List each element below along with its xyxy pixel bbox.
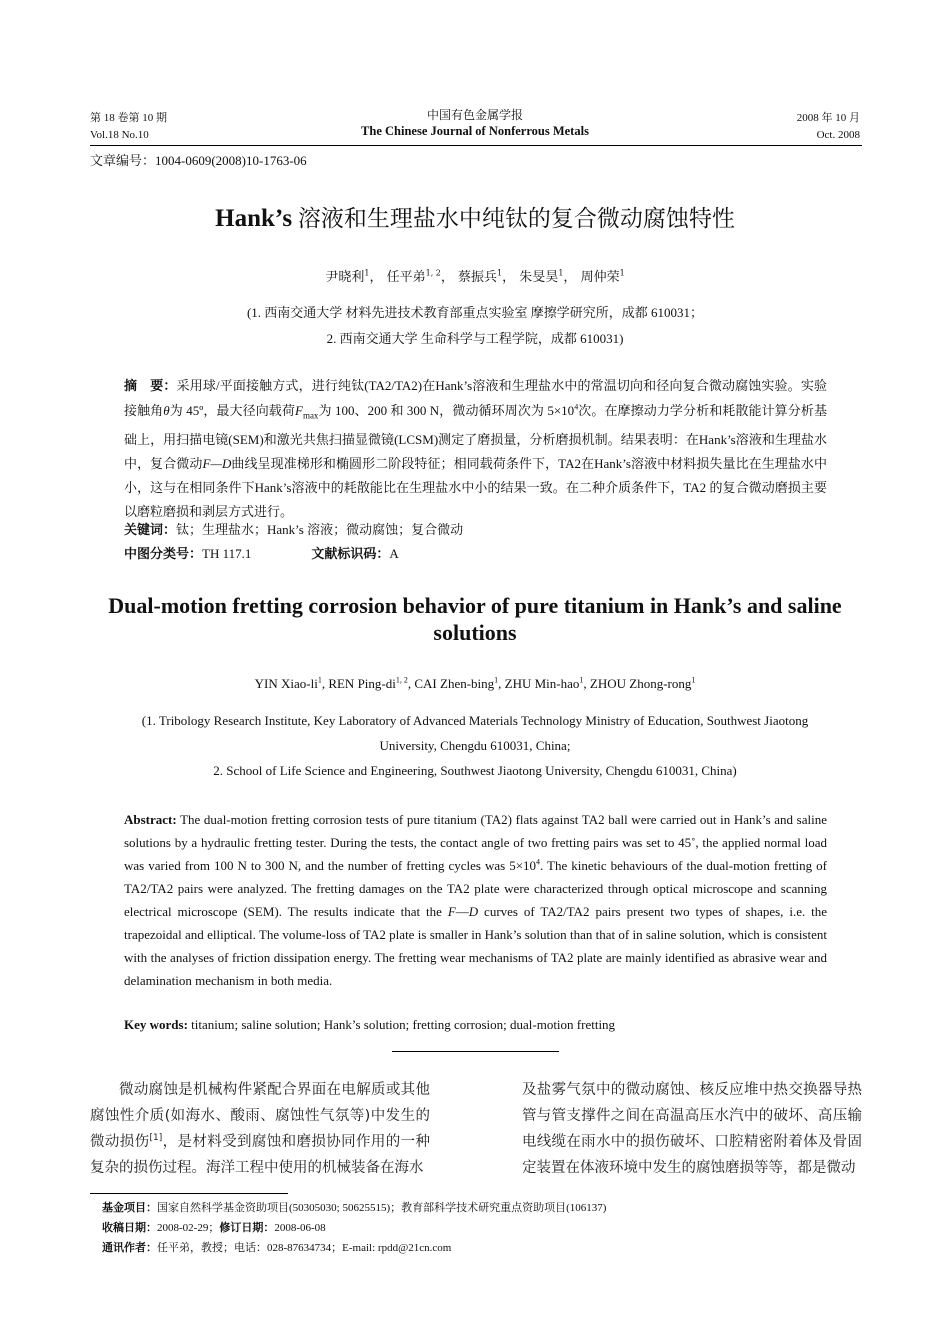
affiliations-en [120, 708, 830, 783]
affiliation-en-2: 2. School of Life Science and Engineering, Southwest Jiaotong University, Chengdu 610031, China) [213, 763, 737, 778]
date-en: Oct. 2008 [816, 129, 860, 141]
doc-code-label: 文献标识码： [311, 547, 390, 562]
authors-en [0, 676, 950, 692]
author-cn: 尹晓利$^1$， [325, 268, 383, 285]
title-cn-han: 溶液和生理盐水中纯钛的复合微动腐蚀特性 [297, 206, 735, 232]
author-cn: 周仲荣$^1$ [580, 268, 625, 285]
body-column-left: 微动腐蚀是机械构件紧配合界面在电解质或其他腐蚀性介质(如海水、酸雨、腐蚀性气氛等)中发生的微动损伤[1]，是材料受到腐蚀和磨损协同作用的一种复杂的损伤过程。海洋工程中使用的机械装备在海水 [90, 1082, 430, 1176]
author-en: YIN Xiao-$li^1$, [254, 675, 329, 691]
keywords-cn [124, 520, 827, 541]
author-cn: 蔡振兵$^1$， [458, 268, 516, 285]
journal-name-en: The Chinese Journal of Nonferrous Metals [361, 124, 589, 138]
author-cn: 任平弟$^{1, 2}$， [386, 268, 454, 285]
clc-label: 中图分类号： [124, 547, 203, 562]
author-cn: 朱旻昊$^1$， [519, 268, 577, 285]
title-en: Dual-motion fretting corrosion behavior of pure titanium in Hank’s and saline solutions [108, 593, 842, 645]
keywords-cn-label: 关键词： [124, 523, 177, 538]
affiliation-cn-2: 2. 西南交通大学 生命科学与工程学院，成都 610031) [326, 331, 624, 346]
author-en: CAI Zhen-bing$^1$, [414, 675, 505, 691]
footnote-rule [90, 1193, 288, 1194]
abstract-en: Abstract: The dual-motion fretting corrosion tests of pure titanium (TA2) flats against TA2 ball were carried out in Hank’s and saline solutions by a hydraulic fretting tester. During the tests, the contact angle of two fretting pairs was set to 45˚, the applied normal load was varied from 100 N to 300 N, and the number of fretting cycles was $5\times 10^4$. The kinetic behaviours of the dual-motion fretting of TA2/TA2 pairs were analyzed. The fretting damages on the TA2 plate were characterized through optical microscope and scanning electrical microscope (SEM). The results indicate that the F—D curves of TA2/TA2 pairs present two types of shapes, i.e. the trapezoidal and elliptical. The volume-loss of TA2 plate is smaller in Hank’s solution than that of in saline solution, which is consistent with the analyses of friction dissipation energy. The fretting wear mechanisms of TA2 plate are mainly identified as abrasive wear and delamination mechanism in both media. [124, 812, 827, 988]
keywords-cn-value: 钛；生理盐水；Hank’s 溶液；微动腐蚀；复合微动 [176, 522, 464, 537]
abstract-cn: 摘 要：采用球/平面接触方式，进行纯钛(TA2/TA2)在Hank’s溶液和生理盐水中的常温切向和径向复合微动腐蚀实验。实验接触角θ为 45º，最大径向载荷$F_{max}$为 100、200 和 300 N，微动循环周次为 $5\times 10^4$次。在摩擦动力学分析和耗散能计算分析基础上，用扫描电镜(SEM)和激光共焦扫描显微镜(LCSM)测定了磨损量，分析磨损机制。结果表明：在Hank’s溶液和生理盐水中，复合微动F—D曲线呈现准梯形和椭圆形二阶段特征；相同载荷条件下，TA2在Hank’s溶液中材料损失量比在生理盐水中小，这与在相同条件下Hank’s溶液中的耗散能比在生理盐水中小的结果一致。在二种介质条件下，TA2 的复合微动磨损主要以磨粒磨损和剥层方式进行。 [124, 378, 827, 519]
header-rule [90, 145, 862, 146]
body-column-right: 及盐雾气氛中的微动腐蚀、核反应堆中热交换器导热管与管支撑件之间在高温高压水汽中的破坏、高压输电线缆在雨水中的损伤破坏、口腔精密附着体及骨固定装置在体液环境中发生的腐蚀磨损等等，都是微动 [522, 1082, 862, 1176]
date-cn: 2008 年 10 月 [796, 112, 860, 124]
footnotes [102, 1198, 606, 1258]
journal-name-cn: 中国有色金属学报 [426, 108, 523, 122]
classification [124, 544, 827, 565]
corresponding-author-note: 通讯作者：任平弟，教授；电话：028-87634734；E-mail: rpdd@21cn.com [102, 1241, 452, 1254]
clc-value: TH 117.1 [202, 546, 252, 561]
abstract-en-label: Abstract: [124, 812, 177, 827]
affiliation-cn-1: (1. 西南交通大学 材料先进技术教育部重点实验室 摩擦学研究所，成都 610031； [246, 305, 704, 320]
section-divider [392, 1051, 559, 1052]
dates-note: 收稿日期：2008-02-29；修订日期：2008-06-08 [102, 1221, 326, 1234]
keywords-en [124, 1017, 827, 1033]
abstract-cn-label: 摘 要： [124, 379, 177, 394]
volume-issue-cn: 第 18 卷第 10 期 [90, 112, 167, 124]
author-en: ZHOU Zhong-rong$^1$ [589, 675, 696, 691]
title-cn-latin: Hank’s [215, 205, 293, 232]
affiliation-en-1: (1. Tribology Research Institute, Key Laboratory of Advanced Materials Technology Ministry of Education, Southwest Jiaotong University, Chengdu 610031, China; [141, 713, 809, 753]
doc-code-value: A [389, 546, 399, 561]
citation-ref[interactable]: [1] [149, 1133, 163, 1144]
keywords-en-value: titanium; saline solution; Hank’s solution; fretting corrosion; dual-motion fretting [187, 1017, 616, 1032]
title-cn [0, 200, 950, 233]
author-en: REN Ping-di$^{1, 2}$, [328, 675, 415, 691]
author-en: ZHU Min-hao$^1$, [504, 675, 590, 691]
article-number-value: 1004-0609(2008)10-1763-06 [155, 153, 307, 168]
article-number-label: 文章编号： [90, 154, 156, 169]
funding-note: 基金项目：国家自然科学基金资助项目(50305030; 50625515)；教育部科学技术研究重点资助项目(106137) [102, 1201, 607, 1214]
affiliations-cn [0, 300, 950, 352]
authors-cn [0, 266, 950, 285]
volume-issue-en: Vol.18 No.10 [90, 129, 149, 141]
article-number [90, 150, 307, 169]
header-right [797, 111, 860, 142]
keywords-en-label: Key words: [124, 1017, 188, 1032]
